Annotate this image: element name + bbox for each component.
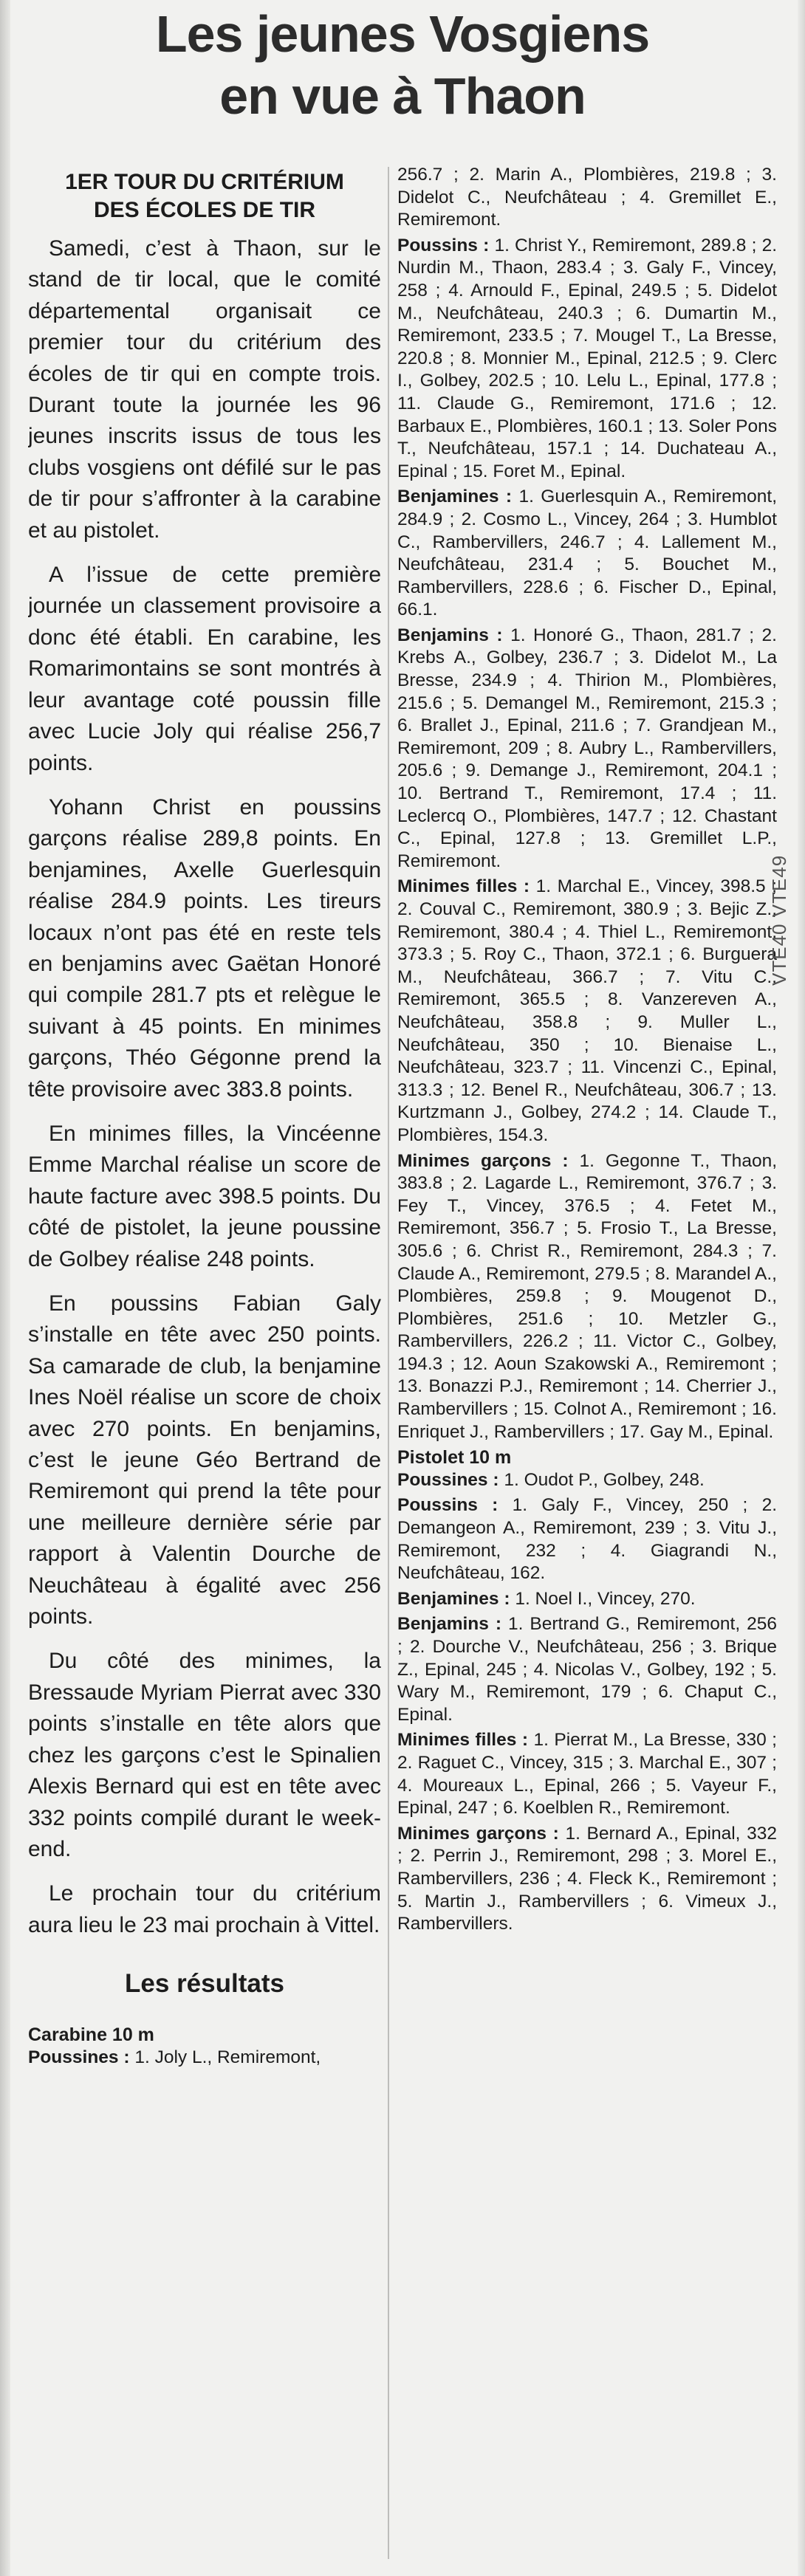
pistolet-section-title: Pistolet 10 m [397,1447,512,1469]
category-label: Benjamines : [397,1588,510,1609]
article-subhead [28,168,381,224]
results-category [397,1588,777,1611]
article-body-column [28,164,381,2567]
results-category [397,1613,777,1726]
category-text: 1. Gegonne T., Thaon, 383.8 ; 2. Lagarde L., Remiremont, 376.7 ; 3. Fey T., Vincey, 376.5 ; 4. Fetet M., Remiremont, 356.7 ; 5. Frosio T., La Bresse, 305.6 ; 6. Christ R., Remiremont, 284.3 ; 7. Claude A., Remiremont, 279.5 ; 8. Marandel A., Plombières, 259.8 ; 9. Mougenot D., Plombières, 251.6 ; 10. Metzler G., Rambervillers, 226.2 ; 11. Victor C., Golbey, 194.3 ; 12. Aoun Szakowski A., Remiremont ; 13. Bonazzi P.J., Remiremont ; 14. Cherrier J., Rambervillers ; 15. Colnot A., Remiremont ; 16. Enriquet J., Rambervillers ; 17. Gay M., Epinal. [397,1150,777,1442]
subhead-line-1: 1ER TOUR DU CRITÉRIUM [65,170,344,194]
scan-shadow-left [0,0,10,2576]
body-paragraph: Yohann Christ en poussins garçons réalise 289,8 points. En benjamines, Axelle Guerlesquin réalise 284.9 points. Les tireurs locaux n’ont pas été en reste tels en benjamins avec Gaëtan Honoré qui compile 281.7 pts et relègue le suivant à 45 points. En minimes garçons, Théo Gégonne prend la tête provisoire avec 383.8 points. [28,794,381,1102]
category-text: 1. Bertrand G., Remiremont, 256 ; 2. Dourche V., Neufchâteau, 256 ; 3. Brique Z., Epinal, 245 ; 4. Nicolas V., Golbey, 192 ; 5. Wary M., Remiremont, 179 ; 6. Chaput C., Epinal. [397,1614,777,1725]
results-category [397,1494,777,1584]
category-label: Poussins : [397,235,490,255]
category-text: 1. Pierrat M., La Bresse, 330 ; 2. Raguet C., Vincey, 315 ; 3. Marchal E., 307 ; 4. Moureaux L., Epinal, 266 ; 5. Vayeur F., Epinal, 247 ; 6. Koelblen R., Remiremont. [397,1730,777,1818]
results-category [397,625,777,873]
category-label: Benjamines : [397,487,513,507]
results-category [397,1150,777,1444]
category-label: Minimes garçons : [397,1823,559,1844]
results-category [397,1469,777,1492]
results-category [397,486,777,622]
body-paragraph: A l’issue de cette première journée un classement provisoire a donc été établi. En carabine, les Romarimontains se sont montrés à leur avantage coté poussin fille avec Lucie Joly qui réalise 256,7 points. [28,563,381,775]
headline-line-1: Les jeunes Vosgiens [155,5,650,63]
category-text: 1. Bernard A., Epinal, 332 ; 2. Perrin J., Remiremont, 298 ; 3. Morel E., Rambervillers, 236 ; 4. Fleck K., Remiremont ; 5. Martin J., Rambervillers ; 6. Vimeux J., Rambervillers. [397,1823,777,1934]
results-category [28,2047,381,2070]
scan-shadow-right [798,0,805,2576]
category-label: Poussines : [397,1469,499,1490]
results-category [397,1729,777,1819]
headline-line-2: en vue à Thaon [219,67,586,125]
body-paragraph: Du côté des minimes, la Bressaude Myriam Pierrat avec 330 points s’installe en tête alors que chez les garçons c’est le Spinalien Alexis Bernard qui est en tête avec 332 points compilé durant le week-end. [28,1649,381,1861]
category-text: 1. Christ Y., Remiremont, 289.8 ; 2. Nurdin M., Thaon, 283.4 ; 3. Galy F., Vincey, 258 ; 4. Arnould F., Epinal, 249.5 ; 5. Didelot M., Neufchâteau, 240.3 ; 6. Dumartin M., Remiremont, 233.5 ; 7. Mougel T., La Bresse, 220.8 ; 8. Monnier M., Epinal, 212.5 ; 9. Clerc I., Golbey, 202.5 ; 10. Lelu L., Epinal, 177.8 ; 11. Claude G., Remiremont, 171.6 ; 12. Barbaux E., Plombières, 160.1 ; 13. Soler Pons T., Neufchâteau, 157.1 ; 14. Duchateau A., Epinal ; 15. Foret M., Epinal. [397,235,777,481]
body-paragraph: En minimes filles, la Vincéenne Emme Marchal réalise un score de haute facture avec 398.5 points. Du côté de pistolet, la jeune poussine de Golbey réalise 248 points. [28,1121,381,1271]
category-text: 1. Guerlesquin A., Remiremont, 284.9 ; 2. Cosmo L., Vincey, 264 ; 3. Humblot C., Rambervillers, 246.7 ; 4. Lallement M., Neufchâteau, 231.4 ; 5. Bouchet M., Rambervillers, 228.6 ; 6. Fischer D., Epinal, 66.1. [397,487,777,620]
category-label: Poussins : [397,1495,499,1516]
results-start [28,2024,381,2069]
results-category [397,876,777,1147]
category-label: Benjamins : [397,1614,502,1635]
category-text: 1. Marchal E., Vincey, 398.5 ; 2. Couval C., Remiremont, 380.9 ; 3. Bejic Z., Remiremont, 380.4 ; 4. Thiel L., Remiremont, 373.3 ; 5. Roy C., Thaon, 372.1 ; 6. Burguera M., Neufchâteau, 366.7 ; 7. Vitu C., Remiremont, 365.5 ; 8. Vanzereven A., Neufchâteau, 358.8 ; 9. Muller L., Neufchâteau, 350 ; 10. Bienaise L., Neufchâteau, 323.7 ; 11. Vincenzi C., Epinal, 313.3 ; 12. Benel R., Neufchâteau, 306.7 ; 13. Kurtzmann J., Golbey, 274.2 ; 14. Claude T., Plombières, 154.3. [397,876,777,1145]
category-label: Benjamins : [397,625,503,645]
carabine-results [397,235,777,1443]
category-label: Minimes garçons : [397,1150,569,1171]
column-divider [388,167,389,2559]
body-paragraph: En poussins Fabian Galy s’installe en tête avec 250 points. Sa camarade de club, la benjamine Ines Noël réalise un score de choix avec 270 points. En benjamins, c’est le jeune Géo Bertrand de Remiremont qui prend la tête pour une meilleure dernière série par rapport à Valentin Dourche de Neuchâteau à égalité avec 256 points. [28,1291,381,1629]
category-text: 1. Oudot P., Golbey, 248. [504,1469,705,1490]
results-category [397,1823,777,1936]
category-label: Minimes filles : [397,876,530,897]
results-column [397,164,777,2567]
pistolet-results [397,1469,777,1936]
body-paragraph: Le prochain tour du critérium aura lieu le 23 mai prochain à Vittel. [28,1881,381,1937]
carabine-section-title: Carabine 10 m [28,2024,154,2046]
results-category [397,235,777,484]
category-text: 1. Joly L., Remiremont, [134,2047,321,2067]
body-paragraph: Samedi, c’est à Thaon, sur le stand de tir local, que le comité départemental organisait ce premier tour du critérium des écoles de tir qui en compte trois. Durant toute la journée les 96 jeunes inscrits issus de tous les clubs vosgiens ont défilé sur le pas de tir pour s’affronter à la carabine et au pistolet. [28,236,381,543]
results-heading: Les résultats [125,1969,284,1999]
category-label: Minimes filles : [397,1730,528,1751]
article-headline [30,3,775,127]
subhead-line-2: DES ÉCOLES DE TIR [93,198,316,222]
category-label: Poussines : [28,2047,130,2067]
archive-stamp: VTE40 VTE49 [768,854,790,986]
category-text: 1. Noel I., Vincey, 270. [515,1588,696,1609]
category-text: 1. Galy F., Vincey, 250 ; 2. Demangeon A., Remiremont, 239 ; 3. Vitu J., Remiremont, 232 ; 4. Giagrandi N., Neufchâteau, 162. [397,1495,777,1584]
results-category-continued: 256.7 ; 2. Marin A., Plombières, 219.8 ; 3. Didelot C., Neufchâteau ; 4. Gremillet E., Remiremont. [397,165,777,230]
category-text: 1. Honoré G., Thaon, 281.7 ; 2. Krebs A., Golbey, 236.7 ; 3. Didelot M., La Bresse, 234.9 ; 4. Thirion M., Plombières, 215.6 ; 5. Demangel M., Remiremont, 215.3 ; 6. Brallet J., Epinal, 211.6 ; 7. Grandjean M., Remiremont, 209 ; 8. Aubry L., Rambervillers, 205.6 ; 9. Demange J., Remiremont, 204.1 ; 10. Bertrand T., Remiremont, 17.4 ; 11. Leclercq O., Plombières, 147.7 ; 12. Chastant C., Epinal, 127.8 ; 13. Gremillet L.P., Remiremont. [397,625,777,871]
